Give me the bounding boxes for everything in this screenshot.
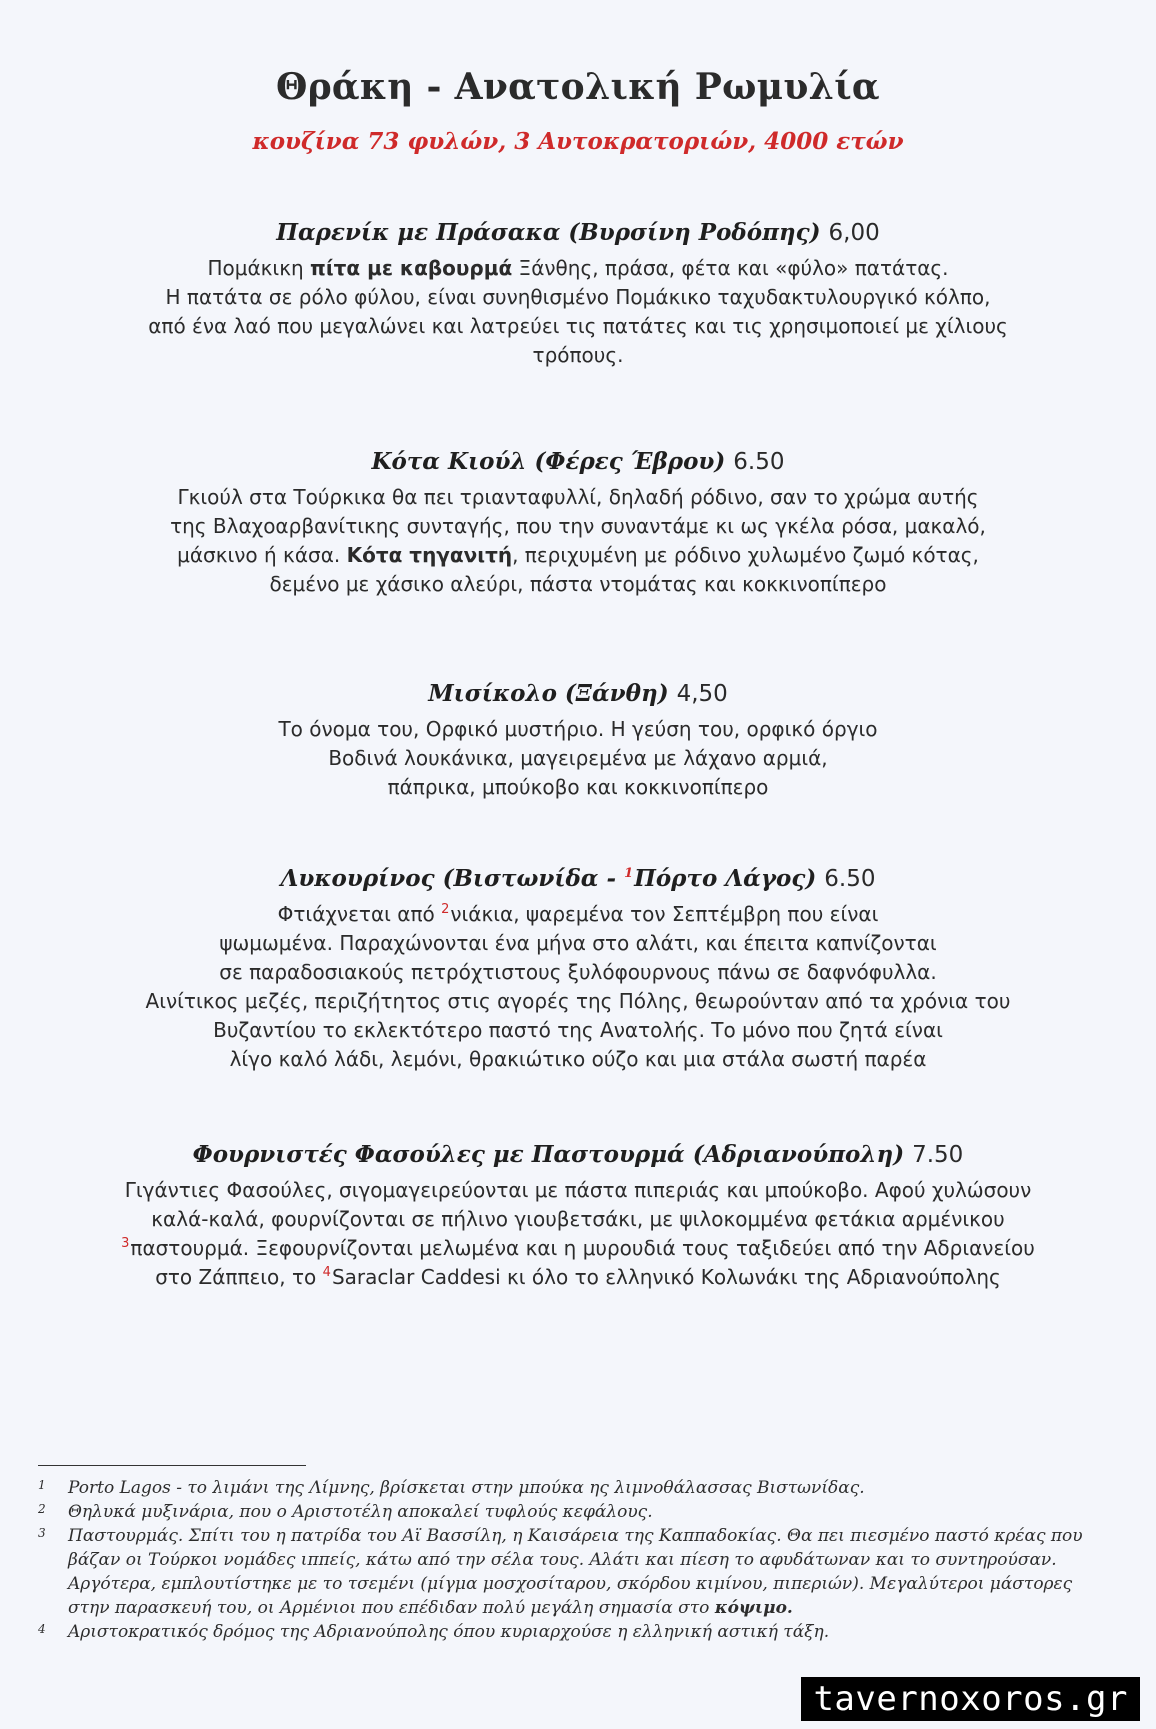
dish-title (40, 679, 1116, 709)
description-line: λίγο καλό λάδι, λεμόνι, θρακιώτικο ούζο και μια στάλα σωστή παρέα (229, 1047, 927, 1071)
footnote-number: 2 (38, 1502, 46, 1516)
footnote (38, 1476, 1088, 1500)
dish-price: 6,00 (828, 220, 880, 246)
footnote-text: Παστουρμάς. Σπίτι του η πατρίδα του Αϊ Βασσίλη, η Καισάρεια της Καππαδοκίας. Θα πει πιεσμένο παστό κρέας που βάζαν οι Τούρκοι νομάδες ιππείς, κάτω από την σέλα τους. Αλάτι και πίεση το αφυδάτωναν και το συντηρούσαν. Αργότερα, εμπλουτίστηκε με το τσεμένι (μίγμα μοσχοσίταρου, σκόρδου κιμίνου, πιπεριών). Μεγαλύτεροι μάστορες στην παρασκευή του, οι Αρμένιοι που επέδιδαν πολύ μεγάλη σημασία στο (68, 1526, 1083, 1618)
dish-name: Κότα Κιούλ (Φέρες Έβρου) (371, 448, 726, 475)
dish-description (40, 254, 1116, 370)
dish-description (40, 1176, 1116, 1292)
description-line: Γιγάντιες Φασούλες, σιγομαγειρεύονται με πάστα πιπεριάς και μπούκοβο. Αφού χυλώσουν (124, 1178, 1032, 1202)
dish-name: Μισίκολο (Ξάνθη) (428, 680, 669, 707)
dish-description (40, 715, 1116, 802)
footnote (38, 1524, 1088, 1620)
description-line: πάπρικα, μπούκοβο και κοκκινοπίπερο (387, 775, 769, 799)
footnote-number: 3 (38, 1526, 46, 1540)
footnote-ref: 1 (624, 866, 634, 882)
description-line: μάσκινο ή κάσα. Κότα τηγανιτή, περιχυμένη με ρόδινο χυλωμένο ζωμό κότας, (177, 543, 979, 567)
dish-title (40, 864, 1116, 894)
dish-name: Λυκουρίνος (Βιστωνίδα - $^1$Πόρτο Λάγος) (280, 865, 817, 892)
footnote-text: Porto Lagos - το λιμάνι της Λίμνης, βρίσκεται στην μπούκα ης λιμνοθάλασσας Βιστωνίδας. (68, 1478, 865, 1498)
dish-description (40, 483, 1116, 599)
dish-price: 7.50 (912, 1142, 964, 1168)
description-line: ψωμωμένα. Παραχώνονται ένα μήνα στο αλάτι, και έπειτα καπνίζονται (219, 931, 937, 955)
description-line: Αινίτικος μεζές, περιζήτητος στις αγορές της Πόλης, θεωρούνταν από τα χρόνια του (145, 989, 1011, 1013)
description-line: Η πατάτα σε ρόλο φύλου, είναι συνηθισμένο Πομάκικο ταχυδακτυλουργικό κόλπο, (165, 285, 991, 309)
footnote (38, 1620, 1088, 1644)
description-line: από ένα λαό που μεγαλώνει και λατρεύει τις πατάτες και τις χρησιμοποιεί με χίλιους (148, 314, 1008, 338)
description-line: Γκιούλ στα Τούρκικα θα πει τριανταφυλλί, δηλαδή ρόδινο, σαν το χρώμα αυτής (177, 485, 979, 509)
dish-fournistes-fasoules (40, 1140, 1116, 1292)
dish-title (40, 447, 1116, 477)
description-line: τρόπους. (532, 343, 624, 367)
dish-parenik (40, 218, 1116, 370)
dish-title (40, 218, 1116, 248)
page-title: Θράκη - Ανατολική Ρωμυλία (276, 66, 880, 108)
watermark: tavernoxoros.gr (801, 1677, 1140, 1721)
description-line: δεμένο με χάσικο αλεύρι, πάστα ντομάτας και κοκκινοπίπερο (269, 572, 887, 596)
dish-lykourinos (40, 864, 1116, 1074)
footnote-text: Θηλυκά μυξινάρια, που ο Αριστοτέλη αποκαλεί τυφλούς κεφάλους. (68, 1502, 653, 1522)
dish-description (40, 900, 1116, 1074)
footnote-bold: κόψιμο. (714, 1598, 793, 1618)
description-line: στο Ζάππειο, το $^4$Saraclar Caddesi κι όλο το ελληνικό Κολωνάκι της Αδριανούπολης (155, 1265, 1001, 1289)
dish-title (40, 1140, 1116, 1170)
description-line: $^3$παστουρμά. Ξεφουρνίζονται μελωμένα και η μυρουδιά τους ταξιδεύει από την Αδριανείου (121, 1236, 1035, 1260)
footnotes (38, 1476, 1088, 1644)
description-line: Βοδινά λουκάνικα, μαγειρεμένα με λάχανο αρμιά, (328, 746, 828, 770)
dish-price: 6.50 (733, 449, 785, 475)
footnote-ref: 4 (322, 1265, 331, 1281)
description-line: σε παραδοσιακούς πετρόχτιστους ξυλόφουρνους πάνω σε δαφνόφυλλα. (219, 960, 937, 984)
dish-price: 6.50 (824, 866, 876, 892)
dish-misikolo (40, 679, 1116, 802)
description-line: καλά-καλά, φουρνίζονται σε πήλινο γιουβετσάκι, με ψιλοκομμένα φετάκια αρμένικου (151, 1207, 1005, 1231)
description-line: της Βλαχοαρβανίτικης συνταγής, που την συναντάμε κι ως γκέλα ρόσα, μακαλό, (170, 514, 986, 538)
description-line: Το όνομα του, Ορφικό μυστήριο. Η γεύση του, ορφικό όργιο (278, 717, 878, 741)
footnote-divider (38, 1465, 306, 1466)
page-subtitle: κουζίνα 73 φυλών, 3 Αυτοκρατοριών, 4000 ετών (252, 128, 904, 155)
dish-kota-kioul (40, 447, 1116, 599)
footnote-ref: 2 (441, 902, 450, 918)
footnote-text: Αριστοκρατικός δρόμος της Αδριανούπολης όπου κυριαρχούσε η ελληνική αστική τάξη. (68, 1622, 830, 1642)
footnote-number: 4 (38, 1622, 46, 1636)
footnote-number: 1 (38, 1478, 46, 1492)
dish-name: Φουρνιστές Φασούλες με Παστουρμά (Αδριανούπολη) (192, 1141, 905, 1168)
description-line: Βυζαντίου το εκλεκτότερο παστό της Ανατολής. Το μόνο που ζητά είναι (213, 1018, 943, 1042)
footnote (38, 1500, 1088, 1524)
dish-name: Παρενίκ με Πράσακα (Βυρσίνη Ροδόπης) (276, 219, 821, 246)
footnote-ref: 3 (121, 1236, 130, 1252)
description-line: Πομάκικη πίτα με καβουρμά Ξάνθης, πράσα, φέτα και «φύλο» πατάτας. (207, 256, 949, 280)
dish-price: 4,50 (676, 681, 728, 707)
description-line: Φτιάχνεται από $^2$νιάκια, ψαρεμένα τον Σεπτέμβρη που είναι (277, 902, 879, 926)
